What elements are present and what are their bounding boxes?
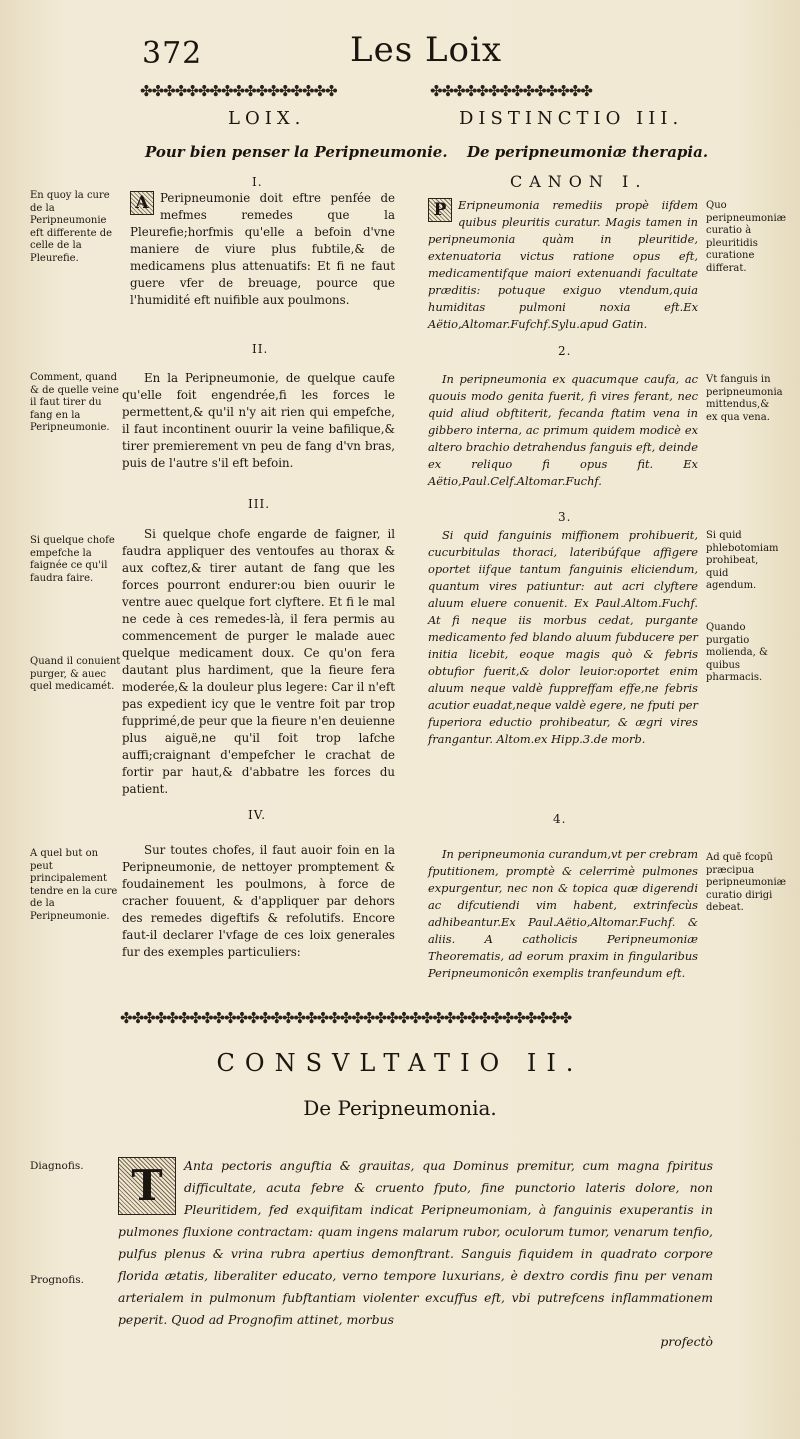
ornament-left: ✤✤✤✤✤✤✤✤✤✤✤✤✤✤✤✤✤ <box>140 83 337 99</box>
canon-text: Si quid fanguinis miffionem prohibuerit, cucurbitulas thoraci, lateribúfque affigere oportet iifque tantum fanguinis eliciendum, quantum vires patiuntur: aut acri clyftere aluum eluere conuenit. Ex Paul.Altom.Fuchf. At fi neque iis morbus cedat, purgante medicamento fed blando aluum fubducere per initia licebit, eoque magis quò & febris obtufior fuerit,& dolor leuior:oportet enim aluum neque valdè fuppreffam effe,ne febris acutior euadat,neque valdè egere, ne fputi per fuperiora eductio prohibeatur, & ægri vires frangantur. Altom.ex Hipp.3.de morb. <box>428 528 698 746</box>
law-text: Sur toutes chofes, il faut auoir foin en la Peripneumonie, de nettoyer promptement & foudainement les poulmons, à force de cracher fouuent, & d'appliquer par dehors des remedes digeftifs & refolutifs. Encore faut-il declarer l'vfage de ces loix generales fur des exemples particuliers: <box>122 843 395 959</box>
margin-note: Si quid phlebotomiam prohibeat, quid agendum. <box>706 530 779 591</box>
margin-note: Comment, quand & de quelle veine il faut tirer du fang en la Peripneumonie. <box>30 372 119 433</box>
canon-text: In peripneumonia ex quacumque caufa, ac quouis modo genita fuerit, fi vires ferant, nec quid aliud obftiterit, fecanda ftatim vena in gibbero interna, ac primum quidem modicè ex altero brachio detrahendus fanguis eft, deinde ex reliquo fi opus fit. Ex Aëtio,Paul.Celf.Altomar.Fuchf. <box>428 372 698 488</box>
dropcap: P <box>428 198 452 222</box>
consultation-subtitle: De Peripneumonia. <box>303 1096 497 1120</box>
margin-note: Ad quē fcopū præcipua peripneumoniæ curatio dirigi debeat. <box>706 852 787 913</box>
canon-number: 2. <box>558 344 572 358</box>
law-number: II. <box>252 342 269 356</box>
running-title: Les Loix <box>350 30 503 70</box>
left-column-subtitle: Pour bien penser la Peripneumonie. <box>145 143 448 161</box>
canon-text: P Eripneumonia remediis propè iifdem quibus pleuritis curatur. Magis tamen in peripneumonia quàm in pleuritide, extenuatoria victus ratione opus eft, medicamentifque maiori extenuandi facultate præditis: potuque exiguo vtendum,quia humiditas pulmoni noxia eft.Ex Aëtio,Altomar.Fufchf.Sylu.apud Gatin. <box>428 198 698 331</box>
law-number: III. <box>248 497 271 511</box>
canon-text: In peripneumonia curandum,vt per crebram fputitionem, promptè & celerrimè pulmones expurgentur, nec non & topica quæ digerendi ac difcutiendi vim habent, extrinfecùs adhibeantur.Ex Paul.Aëtio,Altomar.Fuchf. & aliis. A catholicis Peripneumoniæ Theorematis, ad eorum praxim in fingularibus Peripneumonicôn exemplis tranfeundum eft. <box>428 847 698 980</box>
canon-number: 4. <box>553 812 567 826</box>
margin-note-diagnosis: Diagnofis. <box>30 1160 84 1172</box>
page-number: 372 <box>142 36 203 71</box>
law-text: En la Peripneumonie, de quelque caufe qu'elle foit engendrée,fi les forces le permettent,& qu'il n'y ait rien qui empefche, il faut incontinent ouurir la veine bafilique,& tirer premierement vn peu de fang d'vn bras, puis de l'autre s'il eft befoin. <box>122 371 395 470</box>
law-text: A Peripneumonie doit eftre penfée de mefmes remedes que la Pleurefie;horfmis qu'elle a befoin d'vne maniere de viure plus fubtile,& de medicamens plus attenuatifs: Et fi ne faut guere vfer de breuage, pource que l'humidité eft nuifible aux poulmons. <box>130 191 395 307</box>
margin-note: Quo peripneumoniæ curatio à pleuritidis curatione differat. <box>706 200 787 274</box>
margin-note: Si quelque chofe empefche la faignée ce qu'il faudra faire. <box>30 535 115 584</box>
consultation-title: CONSVLTATIO II. <box>216 1049 584 1077</box>
ornament-wide: ✤✤✤✤✤✤✤✤✤✤✤✤✤✤✤✤✤✤✤✤✤✤✤✤✤✤✤✤✤✤✤✤✤✤✤✤✤✤✤ <box>120 1010 572 1026</box>
right-column-subtitle: De peripneumoniæ therapia. <box>467 143 709 161</box>
right-column-title: DISTINCTIO III. <box>459 108 684 129</box>
dropcap: T <box>118 1157 176 1215</box>
law-number: IV. <box>248 808 267 822</box>
margin-note: Vt fanguis in peripneumonia mittendus,& ex qua vena. <box>706 374 783 423</box>
dropcap: A <box>130 191 154 215</box>
canon-number: 3. <box>558 510 572 524</box>
margin-note: A quel but on peut principalement tendre en la cure de la Peripneumonie. <box>30 848 118 922</box>
margin-note: Quando purgatio molienda, & quibus pharmacis. <box>706 622 768 683</box>
consultation-text: T Anta pectoris anguftia & grauitas, qua Dominus premitur, cum magna fpiritus difficultate, acuta febre & cruento fputo, fine punctorio lateris dolore, non Pleuritidem, fed exquifitam indicat Peripneumoniam, à fanguinis exuperantis in pulmones fluxione contractam: quam ingens malarum rubor, oculorum tumor, venarum tenfio, pulfus plenus & vrina rubra apertius demonftrant. Sanguis fiquidem in quadrato corpore florida ætatis, liberaliter educato, verno tempore luxurians, è dextro cordis finu per venam arterialem in pulmonum fubftantiam violenter excuffus eft, vbi putrefcens inflammationem peperit. Quod ad Prognofim attinet, morbus profectò <box>118 1155 713 1353</box>
ornament-right: ✤✤✤✤✤✤✤✤✤✤✤✤✤✤ <box>430 83 592 99</box>
catchword: profectò <box>660 1334 713 1349</box>
left-column-title: LOIX. <box>228 108 306 129</box>
margin-note: En quoy la cure de la Peripneumonie eft differente de celle de la Pleurefie. <box>30 190 113 264</box>
law-number: I. <box>252 175 263 189</box>
margin-note: Quand il conuient purger, & auec quel medicamét. <box>30 656 121 692</box>
canon-heading: CANON I. <box>510 172 648 191</box>
law-text: Si quelque chofe engarde de faigner, il faudra appliquer des ventoufes au thorax & aux coftez,& tirer autant de fang que les forces pourront endurer:ou bien ouurir le ventre auec quelque fort clyftere. Et fi le mal ne cede à ces remedes-là, il fera permis au commencement de purger le malade auec quelque medicament doux. Ce qu'on fera dautant plus hardiment, que la fieure fera moderée,& la douleur plus legere: Car il n'eft pas expedient icy que le ventre foit par trop fupprimé,de peur que la fieure n'en deuienne plus aiguë,ne qu'il foit trop lafche auffi;craignant d'empefcher le crachat de fortir par haut,& d'abbatre les forces du patient. <box>122 527 396 796</box>
margin-note-prognosis: Prognofis. <box>30 1274 84 1286</box>
